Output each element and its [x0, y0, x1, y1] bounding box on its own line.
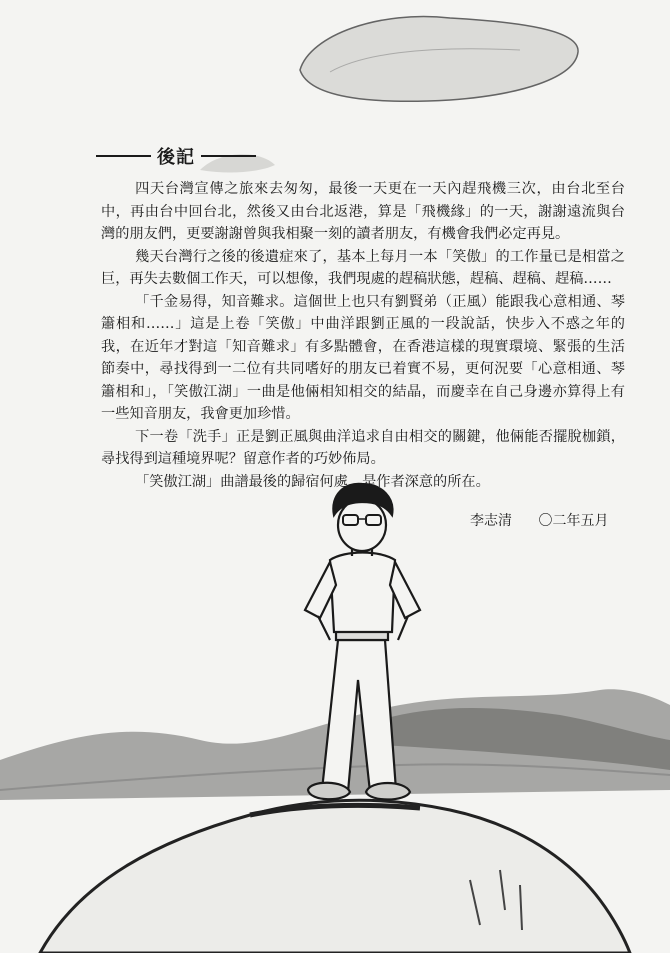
afterword-body: [101, 178, 625, 493]
page-title: 後記: [157, 147, 195, 168]
paragraph: 幾天台灣行之後的後遺症來了，基本上每月一本「笑傲」的工作量已是相當之巨，再失去數個工作天，可以想像，我們現處的趕稿狀態，趕稿、趕稿、趕稿……: [101, 248, 625, 287]
rock: [40, 800, 630, 953]
paragraph: 下一卷「洗手」正是劉正風與曲洋追求自由相交的關鍵，他倆能否擺脫枷鎖，尋找得到這種境界呢？留意作者的巧妙佈局。: [101, 428, 625, 467]
paragraph: 「笑傲江湖」曲譜最後的歸宿何處，是作者深意的所在。: [135, 473, 490, 490]
title-rule-right: [201, 155, 256, 157]
paragraph: 四天台灣宣傳之旅來去匆匆，最後一天更在一天內趕飛機三次，由台北至台中，再由台中回台北，然後又由台北返港，算是「飛機緣」的一天，謝謝遠流與台灣的朋友們，更要謝謝曾與我相聚一刻的讀者朋友，有機會我們必定再見。: [101, 181, 625, 242]
signature-date: 〇二年五月: [538, 513, 609, 529]
title-rule-left: [96, 155, 151, 157]
signature: [470, 510, 608, 530]
signature-author: 李志清: [470, 513, 512, 529]
afterword-heading: [96, 143, 256, 169]
ink-cloud: [300, 17, 578, 102]
paragraph: 「千金易得，知音難求。這個世上也只有劉賢弟（正風）能跟我心意相通、琴簫相和……」這是上卷「笑傲」中曲洋跟劉正風的一段說話，快步入不惑之年的我，在近年才對這「知音難求」有多點體會，在香港這樣的現實環境、緊張的生活節奏中，尋找得到一二位有共同嗜好的朋友已着實不易，更何況要「心意相通、琴簫相和」，「笑傲江湖」一曲是他倆相知相交的結晶，而慶幸在自己身邊亦算得上有一些知音朋友，我會更加珍惜。: [101, 293, 625, 422]
